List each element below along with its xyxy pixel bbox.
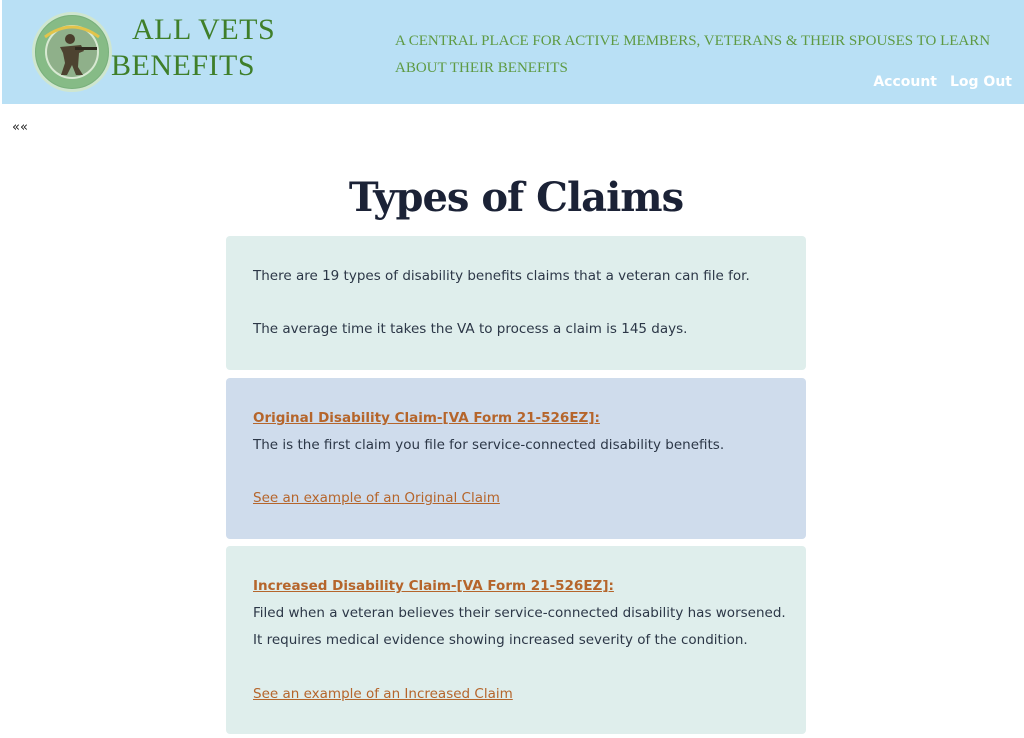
site-tagline: A CENTRAL PLACE FOR ACTIVE MEMBERS, VETERANS & THEIR SPOUSES TO LEARN ABOUT THEIR BENEFITS bbox=[395, 33, 991, 76]
claim-description: The is the first claim you file for service-connected disability benefits. bbox=[253, 437, 725, 453]
claim-card bbox=[226, 378, 806, 539]
logout-link[interactable]: Log Out bbox=[950, 74, 1012, 90]
brand-name-line1: ALL VETS bbox=[132, 13, 276, 46]
brand-name-line2: BENEFITS bbox=[111, 49, 256, 82]
account-link[interactable]: Account bbox=[873, 74, 937, 90]
site-header bbox=[2, 0, 1024, 104]
logo-emblem[interactable] bbox=[32, 12, 112, 92]
processing-time-text: The average time it takes the VA to process a claim is 145 days. bbox=[253, 321, 688, 337]
claim-heading[interactable]: Increased Disability Claim-[VA Form 21-526EZ]: bbox=[253, 578, 614, 594]
claims-count-text: There are 19 types of disability benefits claims that a veteran can file for. bbox=[253, 268, 750, 284]
claim-description: It requires medical evidence showing increased severity of the condition. bbox=[253, 632, 748, 648]
claim-card bbox=[226, 546, 806, 734]
back-link[interactable]: «« bbox=[12, 120, 28, 135]
claim-example-link[interactable]: See an example of an Increased Claim bbox=[253, 686, 513, 702]
claim-example-link[interactable]: See an example of an Original Claim bbox=[253, 490, 500, 506]
claim-description: Filed when a veteran believes their service-connected disability has worsened. bbox=[253, 605, 786, 621]
page-title: Types of Claims bbox=[348, 174, 684, 221]
soldier-emblem-icon bbox=[35, 15, 109, 89]
intro-card bbox=[226, 236, 806, 370]
claim-heading[interactable]: Original Disability Claim-[VA Form 21-526EZ]: bbox=[253, 410, 600, 426]
header-nav bbox=[873, 74, 1012, 90]
